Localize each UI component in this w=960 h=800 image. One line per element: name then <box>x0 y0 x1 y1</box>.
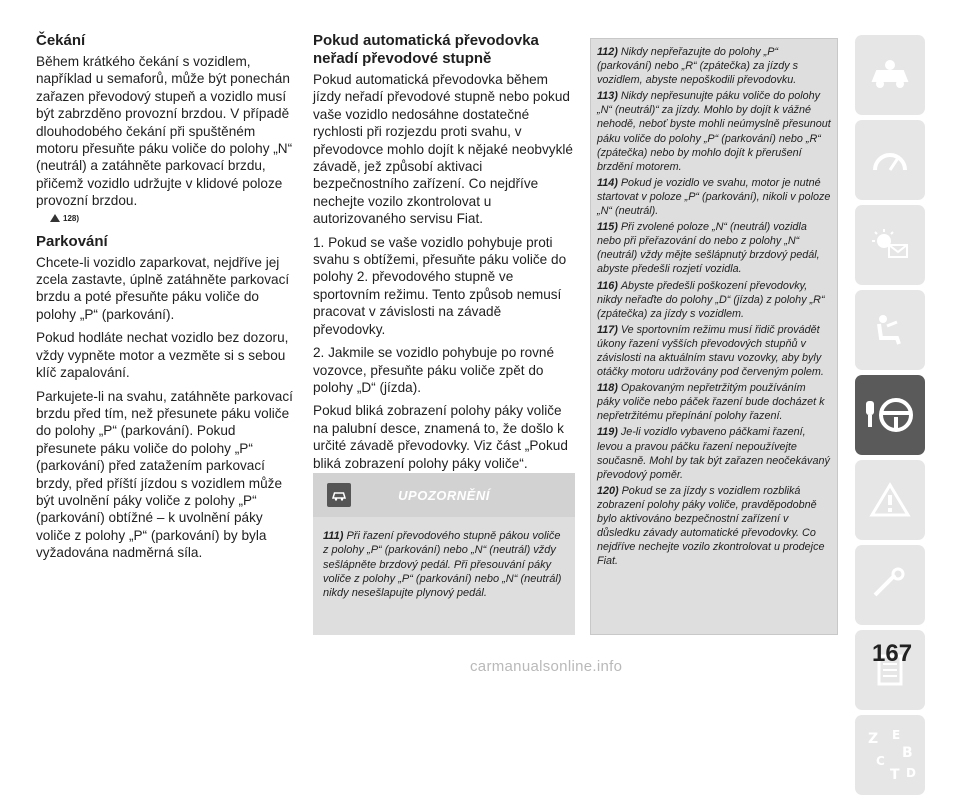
car-info-icon <box>867 57 913 93</box>
tab-driving[interactable] <box>855 375 925 455</box>
column-left <box>36 32 298 568</box>
warning-title: UPOZORNĚNÍ <box>398 487 490 503</box>
light-mail-icon <box>867 227 913 263</box>
warning-car-icon <box>867 482 913 518</box>
paragraph-parkovani-2: Pokud hodláte nechat vozidlo bez dozoru, vždy vypněte motor a vezměte si s sebou klíč zapalování. <box>36 330 289 381</box>
note-text: Nikdy nepřesunujte páku voliče do polohy „N“ (neutrál)“ za jízdy. Mohlo by dojít k vážné nehodě, neboť byste mohli neúmyslně přesunout páku voliče do polohy „P“ (parkování) nebo „R“ (zpátečka) nebo by mohlo dojít k přerušení brzdění motorem. <box>597 90 831 173</box>
paragraph-cekani: Během krátkého čekání s vozidlem, například u semaforů, může být ponechán zařazen převodový stupeň a vozidlo musí být zabrzděno provozní brzdou. V případě dlouhodobého čekání při spuštěném motoru přesuňte páku voliče do polohy „N“ (neutrál) a zatáhněte parkovací brzdu, přičemž vozidlo udržujte v klidové poloze provozní brzdou. <box>36 54 293 209</box>
note-item <box>597 176 831 218</box>
note-item <box>597 323 831 379</box>
note-text: Pokud je vozidlo ve svahu, motor je nutné startovat v poloze „P“ (parkování), nikoli v poloze „N“ (neutrál). <box>597 176 831 218</box>
note-item <box>597 89 831 174</box>
note-number: 118) <box>597 382 621 395</box>
svg-text:E: E <box>892 728 901 742</box>
svg-text:B: B <box>902 745 913 761</box>
note-text: Pokud se za jízdy s vozidlem rozbliká zobrazení polohy páky voliče, pravděpodobně bylo aktivováno bezpečnostní zařízení v důsledku závady automatické převodovky. Co nejdříve nechejte vozilo zkontrolovat u prodejce Fiat. <box>597 484 825 568</box>
heading-automaticka-prevodovka: Pokud automatická převodovka neřadí převodové stupně <box>313 32 539 67</box>
warning-header <box>313 473 575 517</box>
svg-text:T: T <box>890 767 900 783</box>
paragraph-auto-3: 2. Jakmile se vozidlo pohybuje po rovné vozovce, přesuňte páku voliče zpět do polohy „D“ (jízda). <box>313 345 555 395</box>
note-item <box>597 220 831 276</box>
tab-safety[interactable] <box>855 290 925 370</box>
warning-number-111: 111) <box>323 530 347 542</box>
warning-triangle-icon <box>50 214 60 222</box>
note-number: 120) <box>597 484 622 497</box>
paragraph-parkovani-1: Chcete-li vozidlo zaparkovat, nejdříve jej zcela zastavte, úplně zatáhněte parkovací brzdu a poté přesuňte páku voliče do polohy „P“ (parkování). <box>36 254 290 322</box>
paragraph-auto-2: 1. Pokud se vaše vozidlo pohybuje proti svahu s obtížemi, přesuňte páku voliče do polohy 2. převodového stupně ve sportovním režimu. Tento způsob nemusí pracovat v závislosti na závadě převodovky. <box>313 234 567 337</box>
wrench-car-icon <box>867 567 913 603</box>
note-number: 114) <box>597 176 621 189</box>
tab-lights[interactable] <box>855 205 925 285</box>
chapter-tabs <box>855 35 925 800</box>
reference-128 <box>50 214 298 223</box>
steering-key-icon <box>862 395 918 435</box>
note-item <box>597 484 831 569</box>
note-text: Nikdy nepřeřazujte do polohy „P“ (parkování) nebo „R“ (zpátečka) za jízdy s vozidlem, abyste nepoškodili převodovku. <box>597 46 799 87</box>
note-item <box>597 425 831 481</box>
heading-cekani: Čekání <box>36 32 86 49</box>
note-text: Při zvolené poloze „N“ (neutrál) vozidla nebo při přeřazování do nebo z polohy „N“ (neutrál) vždy mějte sešlápnutý brzdový pedál, abyste předešli rozjetí vozidla. <box>597 221 820 276</box>
note-item <box>597 279 831 321</box>
tab-dashboard[interactable] <box>855 120 925 200</box>
column-middle <box>313 32 575 478</box>
note-number: 113) <box>597 90 621 103</box>
note-number: 119) <box>597 426 621 439</box>
paragraph-parkovani-3: Parkujete-li na svahu, zatáhněte parkovací brzdu před tím, než přesunete páku voliče do polohy „P“ (parkování). Pokud přesunete páku voliče do polohy „P“ (parkování) před zatažením parkovací brzdy, před příští jízdou s vozidlem může být uvolnění páky voliče z polohy „P“ (parkování) obtížné – k uvolnění páky voliče z polohy „P“ (parkování) by byla vyžadována nadměrná síla. <box>36 388 293 561</box>
paragraph-auto-4: Pokud bliká zobrazení polohy páky voliče na palubní desce, znamená to, že došlo k určité závadě převodovky. Viz část „Pokud bliká zobrazení polohy páky voliče“. <box>313 403 568 471</box>
tab-index[interactable] <box>855 715 925 795</box>
tab-maintenance[interactable] <box>855 545 925 625</box>
heading-parkovani: Parkování <box>36 232 108 250</box>
warning-box <box>313 473 575 635</box>
svg-text:D: D <box>906 766 916 780</box>
note-text: Abyste předešli poškození převodovky, nikdy neřaďte do polohy „D“ (jízda) z polohy „R“ (zpátečka) za jízdy s vozidlem. <box>597 279 825 320</box>
note-text: Opakovaným nepřetržitým používáním páky voliče nebo páček řazení bude docházet k nepřetržitému přepínání polohy řazení. <box>597 382 825 423</box>
notes-column <box>590 38 838 635</box>
svg-text:C: C <box>876 754 885 768</box>
watermark: carmanualsonline.info <box>470 658 623 675</box>
reference-128-label: 128) <box>63 213 80 223</box>
alphabet-index-icon <box>862 725 918 785</box>
note-number: 112) <box>597 46 621 58</box>
svg-text:Z: Z <box>868 731 879 747</box>
note-text: Je-li vozidlo vybaveno páčkami řazení, levou a pravou páčku řazení nepoužívejte současně. Mohl by tak být zařazen neočekávaný převodový poměr. <box>597 426 830 481</box>
note-item <box>597 381 831 423</box>
paragraph-auto-1: Pokud automatická převodovka během jízdy neřadí převodové stupně nebo pokud vaše vozidlo nedosáhne dostatečné rychlosti při rozjezdu proti svahu, v převodovce mohlo dojít k nějaké neobvyklé závadě, jež způsobí aktivaci bezpečnostního zařízení. Co nejdříve nechejte vozilo zkontrolovat u autorizovaného servisu Fiat. <box>313 72 573 227</box>
page-number: 167 <box>872 640 913 667</box>
warning-car-icon <box>327 483 351 507</box>
note-number: 115) <box>597 221 621 234</box>
note-item <box>597 45 831 87</box>
note-number: 116) <box>597 279 621 292</box>
dashboard-gauge-icon <box>867 142 913 178</box>
airbag-seat-icon <box>867 312 913 348</box>
note-number: 117) <box>597 323 621 336</box>
tab-emergency[interactable] <box>855 460 925 540</box>
tab-car-info[interactable] <box>855 35 925 115</box>
warning-item-111 <box>313 517 575 600</box>
note-text: Ve sportovním režimu musí řidič provádět úkony řazení vyšších převodových stupňů v závislosti na aktuálním stavu vozovky, aby byly otáčky motoru udržovány pod červeným polem. <box>597 323 824 379</box>
warning-text-111: Při řazení převodového stupně pákou voliče z polohy „P“ (parkování) nebo „N“ (neutrál) vždy sešlápněte brzdový pedál. Při přesouvání páky voliče z polohy „P“ (parkování) nebo „N“ (neutrál) nikdy nesešlapujte plynový pedál. <box>323 530 562 600</box>
